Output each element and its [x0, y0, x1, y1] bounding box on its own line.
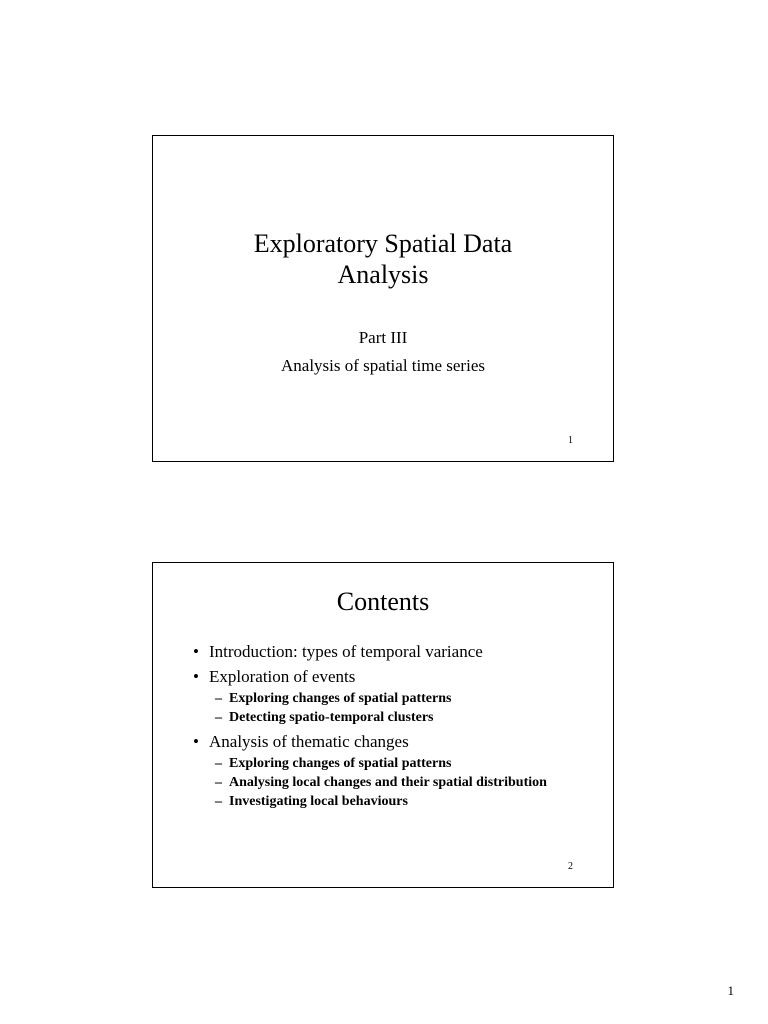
sub-item-text: Exploring changes of spatial patterns — [229, 756, 452, 771]
page-number: 1 — [727, 983, 734, 998]
slide-contents — [152, 562, 614, 888]
dash-marker: – — [215, 710, 222, 725]
contents-list — [193, 639, 593, 813]
title-line-1: Exploratory Spatial Data — [253, 229, 513, 258]
list-item — [193, 729, 593, 754]
slide-title — [152, 135, 614, 462]
presentation-title — [153, 228, 613, 290]
sub-list-container — [193, 754, 593, 811]
bullet-marker: • — [193, 667, 199, 686]
sub-list-item — [193, 773, 593, 792]
sub-item-text: Investigating local behaviours — [229, 794, 408, 809]
list-item — [193, 664, 593, 689]
dash-marker: – — [215, 756, 222, 771]
dash-marker: – — [215, 794, 222, 809]
title-line-2: Analysis — [337, 260, 429, 289]
sub-item-text: Detecting spatio-temporal clusters — [229, 710, 434, 725]
slide-number: 1 — [568, 435, 573, 446]
sub-list-item — [193, 708, 593, 727]
sub-list-container — [193, 689, 593, 727]
part-label: Part III — [358, 328, 408, 347]
sub-item-text: Analysing local changes and their spatial distribution — [229, 775, 547, 790]
bullet-text: Introduction: types of temporal variance — [209, 642, 483, 661]
sub-list — [193, 754, 593, 811]
dash-marker: – — [215, 775, 222, 790]
bullet-marker: • — [193, 642, 199, 661]
sub-list-item — [193, 754, 593, 773]
list-item — [193, 639, 593, 664]
sub-list-item — [193, 689, 593, 708]
part-description: Analysis of spatial time series — [281, 356, 485, 375]
slide-number: 2 — [568, 861, 573, 872]
bullet-text: Analysis of thematic changes — [209, 732, 409, 751]
sub-list — [193, 689, 593, 727]
bullet-text: Exploration of events — [209, 667, 356, 686]
sub-list-item — [193, 792, 593, 811]
dash-marker: – — [215, 691, 222, 706]
sub-item-text: Exploring changes of spatial patterns — [229, 691, 452, 706]
contents-title: Contents — [336, 587, 430, 616]
bullet-marker: • — [193, 732, 199, 751]
